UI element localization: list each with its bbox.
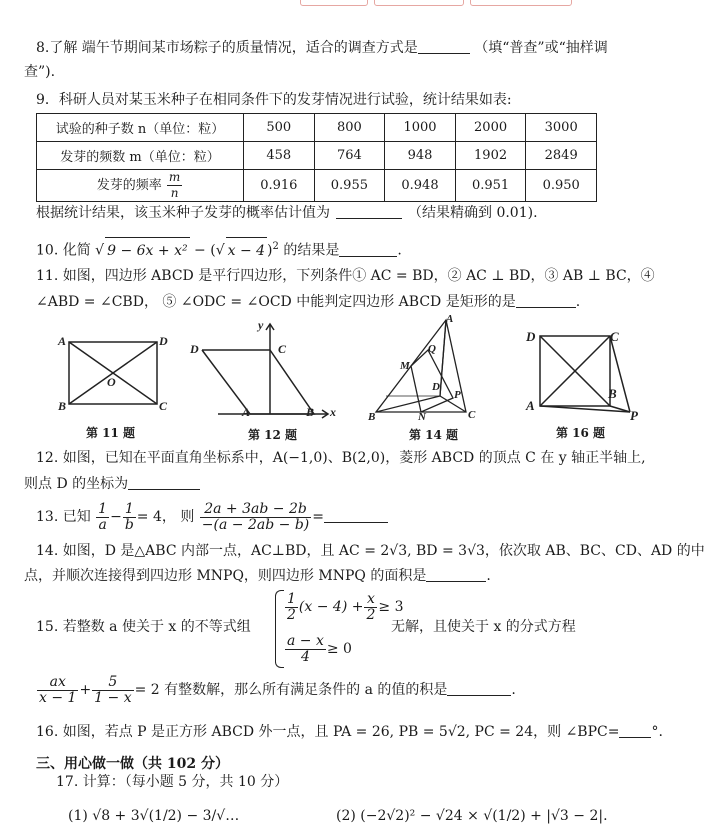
q17-part-1: (1) √8 + 3√(1/2) − 3/√… bbox=[68, 808, 240, 824]
q9-after bbox=[36, 203, 538, 223]
section-3-title: 三、用心做一做（共 102 分） bbox=[36, 756, 229, 772]
toolbar-tab-2[interactable] bbox=[374, 0, 464, 6]
fig11-label-b: B bbox=[58, 399, 67, 413]
q9-blank bbox=[336, 218, 402, 219]
q15-ineq1-rel: ≥ 3 bbox=[378, 599, 404, 615]
fig14-label-d: D bbox=[432, 381, 440, 393]
table-cell: 800 bbox=[314, 114, 385, 142]
q11-blank bbox=[516, 307, 576, 308]
q11-line2-text: ∠ABD = ∠CBD， ⑤ ∠ODC = ∠OCD 中能判定四边形 ABCD 是矩形的是 bbox=[36, 294, 516, 310]
table-cell: 1000 bbox=[385, 114, 456, 142]
fig14-caption: 第 14 题 bbox=[409, 428, 459, 442]
q15-frac-5 bbox=[92, 675, 133, 706]
q11-line1: 11. 如图，四边形 ABCD 是平行四边形，下列条件① AC = BD，② AC ⊥ BD，③ AB ⊥ BC，④ bbox=[36, 268, 655, 284]
q15-ineq-2 bbox=[284, 632, 352, 666]
fig11-label-a: A bbox=[58, 334, 67, 348]
q16-tail: °. bbox=[651, 724, 663, 740]
toolbar-tab-3[interactable] bbox=[470, 0, 572, 6]
q10-paren: ( bbox=[210, 242, 216, 259]
fig11-label-c: C bbox=[159, 399, 168, 413]
sqrt-icon: √ bbox=[215, 242, 225, 259]
q10-blank bbox=[339, 256, 397, 257]
q10-paren-close: ) bbox=[267, 242, 273, 259]
q13-frac-1 bbox=[96, 502, 109, 533]
table-row-label bbox=[37, 170, 244, 202]
fig12-label-c: C bbox=[278, 342, 287, 356]
table-cell: 764 bbox=[314, 142, 385, 170]
frac-den: a bbox=[98, 516, 107, 533]
fig11-caption: 第 11 题 bbox=[86, 426, 136, 440]
frac-num: 5 bbox=[92, 675, 133, 691]
q10-minus: − bbox=[194, 242, 206, 259]
q15-frac-ax4 bbox=[285, 634, 326, 665]
fig14-label-m: M bbox=[400, 360, 410, 372]
frac-den: 2 bbox=[366, 606, 376, 623]
q15-frac-ax bbox=[37, 675, 78, 706]
table-row-label: 试验的种子数 n（单位：粒） bbox=[37, 114, 244, 142]
table-cell: 948 bbox=[385, 142, 456, 170]
q13-prefix: 13. 已知 bbox=[36, 509, 91, 525]
q15-ineq1-mid: (x − 4) + bbox=[298, 599, 364, 615]
q8-text: 8.了解 端午节期间某市场粽子的质量情况，适合的调查方式是 bbox=[36, 40, 418, 56]
q15-ineq-1 bbox=[284, 590, 403, 624]
q13-minus: − bbox=[110, 509, 122, 525]
q9-intro: 9．科研人员对某玉米种子在相同条件下的发芽情况进行试验，统计结果如表: bbox=[36, 92, 512, 108]
table-cell: 500 bbox=[244, 114, 315, 142]
q8-blank bbox=[418, 53, 470, 54]
fig14-label-q: Q bbox=[428, 343, 436, 355]
q13-eq2: = bbox=[312, 509, 324, 525]
fig12-label-d: D bbox=[190, 342, 199, 356]
frac-num: x bbox=[364, 592, 377, 608]
table-row-label: 发芽的频数 m（单位：粒） bbox=[37, 142, 244, 170]
q15-mid: 无解，且使关于 x 的分式方程 bbox=[391, 619, 576, 635]
q13-blank bbox=[324, 522, 388, 523]
q10-exponent: 2 bbox=[272, 241, 279, 252]
q8-line bbox=[36, 38, 608, 58]
toolbar-tab-1[interactable] bbox=[300, 0, 368, 6]
fig14-label-p: P bbox=[454, 389, 461, 401]
top-toolbar-strip bbox=[0, 0, 716, 8]
q13-eq: = 4， 则 bbox=[136, 509, 195, 525]
frac-num: 1 bbox=[123, 502, 136, 518]
fig12-label-a: A bbox=[242, 405, 251, 419]
fig16-label-a: A bbox=[526, 398, 535, 413]
q10-line: 10. 化简 √ 9 − 6x + x² − (√ x − 4 )$^2$ 的结果是 . bbox=[36, 234, 402, 264]
fig12-caption: 第 12 题 bbox=[248, 428, 298, 442]
frac-num: m bbox=[168, 170, 181, 184]
q14-line1: 14. 如图，D 是△ABC 内部一点，AC⊥BD，且 AC = 2√3, BD = 3√3，依次取 AB、BC、CD、AD 的中 bbox=[36, 543, 705, 559]
q10-radicand-2: x − 4 bbox=[226, 237, 267, 264]
fig14-label-c: C bbox=[468, 409, 476, 421]
table-cell: 0.916 bbox=[244, 170, 315, 202]
fig12-label-y: y bbox=[258, 318, 264, 332]
frac-num: 1 bbox=[98, 500, 108, 517]
freq-label: 发芽的频率 bbox=[96, 178, 162, 193]
table-row bbox=[37, 170, 597, 202]
figure-16 bbox=[522, 324, 647, 424]
frac-den: 1 − x bbox=[94, 689, 132, 706]
table-cell: 0.950 bbox=[526, 170, 597, 202]
table-cell: 1902 bbox=[455, 142, 526, 170]
fig11-label-d: D bbox=[159, 334, 168, 348]
q15-eq-line: $\frac{ax}{x - 1}$ + $\frac{5}{1 - x}$ = 2 有整数解，那么所有满足条件的 a 的值的积是 . bbox=[39, 673, 516, 706]
q14-line2: 点，并顺次连接得到四边形 MNPQ，则四边形 MNPQ 的面积是 . bbox=[24, 568, 491, 584]
q15-frac-half bbox=[285, 592, 298, 623]
q9-after-tail: （结果精确到 0.01). bbox=[408, 205, 538, 221]
q9-after-text: 根据统计结果，该玉米种子发芽的概率估计值为 bbox=[36, 205, 330, 221]
table-cell: 0.948 bbox=[385, 170, 456, 202]
table-cell: 2000 bbox=[455, 114, 526, 142]
frac-num: ax bbox=[37, 675, 78, 691]
frac-den: 2 bbox=[287, 606, 296, 623]
table-cell: 3000 bbox=[526, 114, 597, 142]
fig14-label-a: A bbox=[446, 314, 454, 325]
frac-num: a − x bbox=[287, 632, 324, 649]
q8-tail: （填“普查”或“抽样调 bbox=[474, 40, 608, 56]
seed-table bbox=[36, 113, 597, 202]
q12-line1: 12. 如图，已知在平面直角坐标系中，A(−1,0)、B(2,0)，菱形 ABCD 的顶点 C 在 y 轴正半轴上, bbox=[36, 450, 646, 466]
q15-frac-x2 bbox=[364, 592, 377, 623]
q8-line2: 查”). bbox=[24, 64, 56, 80]
table-row bbox=[37, 142, 597, 170]
table-cell: 2849 bbox=[526, 142, 597, 170]
q14-line2-text: 点，并顺次连接得到四边形 MNPQ，则四边形 MNPQ 的面积是 bbox=[24, 568, 427, 584]
table-cell: 0.955 bbox=[314, 170, 385, 202]
q11-line2: ∠ABD = ∠CBD， ⑤ ∠ODC = ∠OCD 中能判定四边形 ABCD 是矩形的是 . bbox=[36, 294, 581, 310]
q15-brace bbox=[275, 590, 284, 668]
figure-12 bbox=[188, 316, 348, 424]
fig12-label-x: x bbox=[330, 405, 336, 419]
q14-blank bbox=[426, 581, 486, 582]
figure-11 bbox=[55, 330, 180, 420]
freq-fraction bbox=[167, 170, 182, 201]
frac-den: x − 1 bbox=[39, 689, 77, 706]
fig16-label-b: B bbox=[608, 386, 617, 401]
figure-14 bbox=[366, 314, 486, 424]
q13-line bbox=[36, 500, 388, 534]
q16-blank bbox=[619, 737, 651, 738]
q12-line2 bbox=[24, 474, 200, 494]
fig14-label-b: B bbox=[368, 411, 376, 423]
frac-den: 4 bbox=[300, 648, 310, 665]
q15-eq-tail: = 2 有整数解，那么所有满足条件的 a 的值的积是 bbox=[134, 682, 448, 698]
frac-den: n bbox=[170, 186, 179, 200]
q16-text: 16. 如图，若点 P 是正方形 ABCD 外一点，且 PA = 26, PB = 5√2, PC = 24，则 ∠BPC= bbox=[36, 724, 620, 740]
fig14-label-n: N bbox=[418, 411, 426, 423]
q10-suffix: 的结果是 bbox=[283, 242, 340, 259]
q15-ineq2-rel: ≥ 0 bbox=[326, 641, 352, 657]
q10-radicand-1: 9 − 6x + x² bbox=[105, 237, 189, 264]
q17-title: 17. 计算：（每小题 5 分，共 10 分） bbox=[56, 774, 289, 790]
q12-line2-text: 则点 D 的坐标为 bbox=[24, 476, 129, 492]
q13-frac-3 bbox=[200, 502, 311, 533]
fig12-label-b: B bbox=[306, 405, 315, 419]
fig16-caption: 第 16 题 bbox=[556, 426, 606, 440]
frac-den: −(a − 2ab − b) bbox=[201, 516, 310, 533]
sqrt-icon: √ bbox=[95, 242, 105, 259]
table-row bbox=[37, 114, 597, 142]
fig16-label-d: D bbox=[526, 329, 536, 344]
fig11-label-o: O bbox=[107, 375, 116, 389]
fig16-label-c: C bbox=[610, 329, 619, 344]
q17-part-2: (2) (−2√2)² − √24 × √(1/2) + |√3 − 2|. bbox=[336, 808, 608, 824]
fig16-label-p: P bbox=[630, 408, 638, 423]
q10-prefix: 10. 化简 bbox=[36, 242, 91, 259]
table-cell: 0.951 bbox=[455, 170, 526, 202]
q15-prefix: 15. 若整数 a 使关于 x 的不等式组 bbox=[36, 619, 251, 635]
frac-num: 2a + 3ab − 2b bbox=[200, 502, 311, 518]
frac-num: 1 bbox=[287, 590, 296, 607]
q13-frac-2 bbox=[123, 502, 136, 533]
table-cell: 458 bbox=[244, 142, 315, 170]
q15-plus: + bbox=[79, 682, 92, 698]
q12-blank bbox=[128, 489, 200, 490]
q16-line bbox=[36, 722, 663, 742]
q15-blank bbox=[447, 695, 511, 696]
frac-den: b bbox=[124, 516, 134, 533]
